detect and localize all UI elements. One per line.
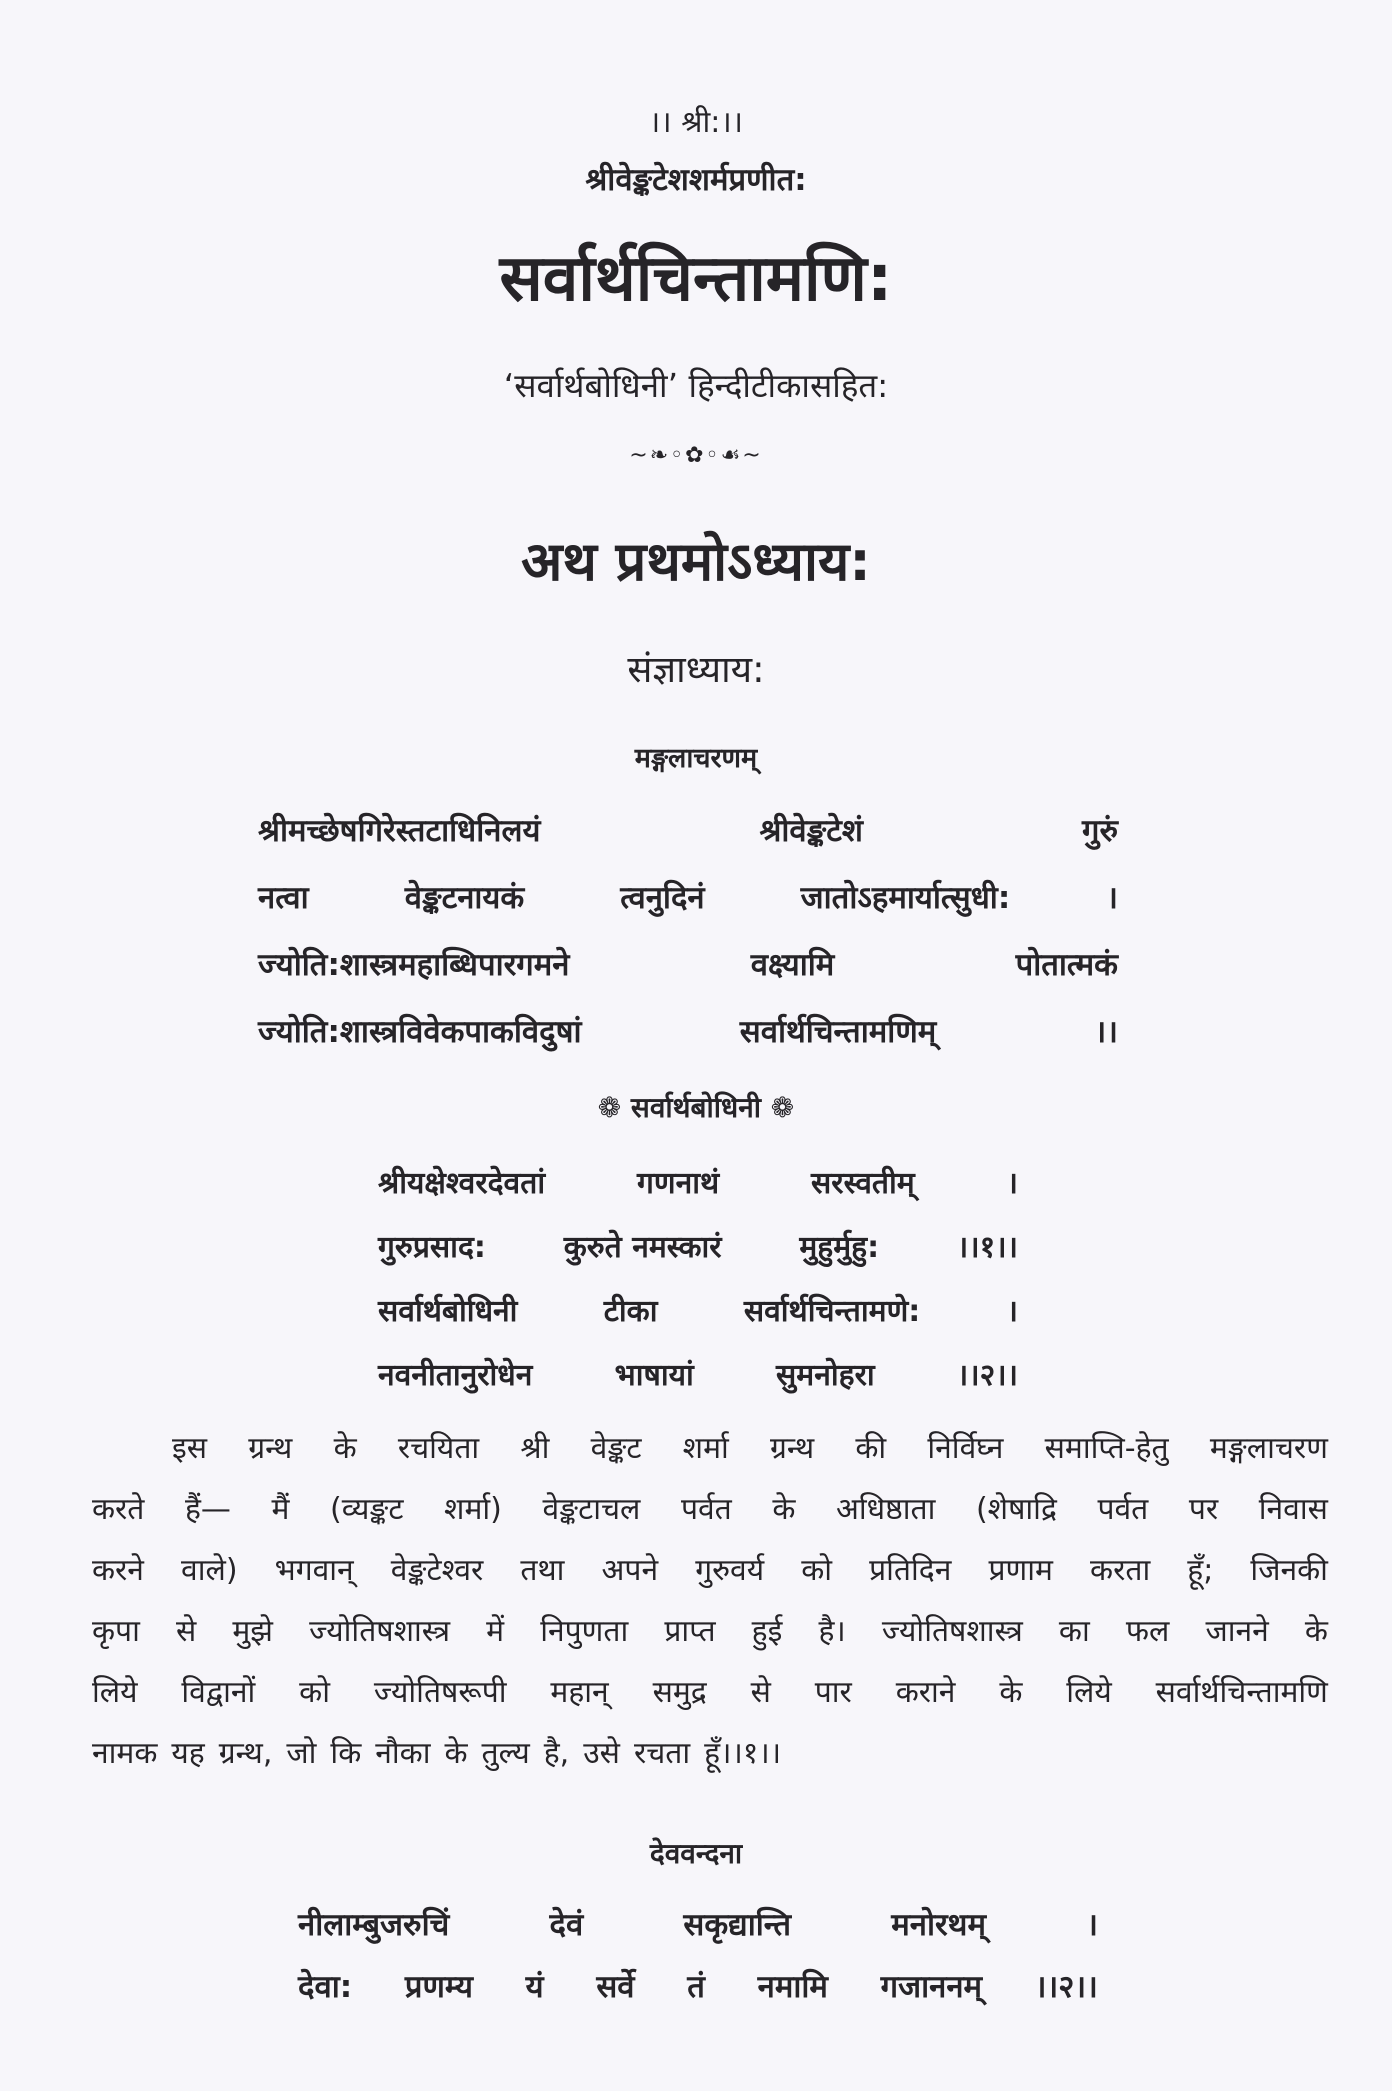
word: श्री [520, 1431, 550, 1466]
text-line [92, 1540, 1328, 1601]
word: करता [1090, 1553, 1151, 1588]
word: प्रतिदिन [869, 1553, 952, 1588]
word: के [999, 1675, 1023, 1710]
word: प्राप्त [664, 1614, 716, 1649]
word: टीका [603, 1294, 658, 1329]
word: महान् [550, 1675, 609, 1710]
text-line [92, 1479, 1328, 1540]
word: । [1006, 1166, 1018, 1201]
word: ज्योतिषशास्त्र [309, 1614, 451, 1649]
word: सर्वार्थचिन्तामणे: [743, 1294, 921, 1329]
text-line [378, 1216, 1018, 1280]
word: । [1106, 880, 1118, 916]
word: सरस्वतीम् [811, 1166, 915, 1201]
word: देवा: [298, 1969, 353, 2005]
word: उसे [583, 1736, 620, 1771]
word: जातोऽहमार्यात्सुधी: [800, 880, 1011, 916]
word: सुमनोहरा [776, 1358, 875, 1393]
word: को [801, 1553, 833, 1588]
word: की [855, 1431, 887, 1466]
word: में [486, 1614, 505, 1649]
word: निर्विघ्न [927, 1431, 1004, 1466]
word: गुरुवर्य [695, 1553, 765, 1588]
word: ग्रन्थ [248, 1431, 293, 1466]
word: देवं [549, 1907, 584, 1943]
word: मुझे [232, 1614, 273, 1649]
word: पर्वत [680, 1492, 732, 1527]
word: वेङ्कटनायकं [404, 880, 525, 916]
word: यं [525, 1969, 544, 2005]
word: से [175, 1614, 197, 1649]
word: हैं— [184, 1492, 231, 1527]
ornament-divider: ~❧◦✿◦☙~ [629, 443, 763, 468]
word: मुहुर्मुहु: [799, 1230, 880, 1265]
word: नमामि [757, 1969, 828, 2005]
word: मनोरथम् [891, 1907, 987, 1943]
text-line [258, 932, 1118, 999]
word: फल [1125, 1614, 1170, 1649]
word: नवनीतानुरोधेन [378, 1358, 533, 1393]
word: ।।२।। [956, 1358, 1018, 1393]
word: अधिष्ठाता [835, 1492, 936, 1527]
word: पोतात्मकं [1015, 947, 1118, 983]
word: वेङ्कटाचल [542, 1492, 641, 1527]
word: सर्वार्थबोधिनी [378, 1294, 518, 1329]
word: कुरुते नमस्कारं [563, 1230, 722, 1265]
word: मैं [271, 1492, 290, 1527]
word: लिये [92, 1675, 138, 1710]
word: वेङ्कटेश्वर [390, 1553, 484, 1588]
text-line [258, 798, 1118, 865]
word: तथा [520, 1553, 565, 1588]
word: ज्योतिषशास्त्र [881, 1614, 1023, 1649]
word: रचता [633, 1736, 691, 1771]
word: गजाननम् [880, 1969, 983, 2005]
word: तुल्य [481, 1736, 530, 1771]
chapter-heading: अथ प्रथमोऽध्याय: [521, 530, 871, 593]
word: त्वनुदिनं [620, 880, 705, 916]
word: सकृद्यान्ति [683, 1907, 791, 1943]
word: से [750, 1675, 771, 1710]
word: श्रीयक्षेश्वरदेवतां [378, 1166, 546, 1201]
word: वक्ष्यामि [750, 947, 835, 983]
text-line [378, 1344, 1018, 1408]
word: नामक [92, 1736, 158, 1771]
word: गुरुप्रसाद: [378, 1230, 486, 1265]
word: रचयिता [397, 1431, 480, 1466]
word: जिनकी [1250, 1553, 1328, 1588]
word: जानने [1205, 1614, 1269, 1649]
word: हुई [751, 1614, 783, 1649]
word: विद्वानों [181, 1675, 256, 1710]
word: (व्यङ्कट [330, 1492, 404, 1527]
word: जो [286, 1736, 317, 1771]
word: तं [687, 1969, 705, 2005]
word: का [1058, 1614, 1090, 1649]
word: हूँ।।१।। [704, 1736, 782, 1771]
word: के [333, 1431, 357, 1466]
word: ग्रन्थ, [218, 1736, 273, 1771]
word: कि [330, 1736, 362, 1771]
word: कृपा [92, 1614, 140, 1649]
text-line [298, 1956, 1098, 2018]
word: वाले) [181, 1553, 238, 1588]
word: नीलाम्बुजरुचिं [298, 1907, 450, 1943]
word: यह [171, 1736, 205, 1771]
word: है। [818, 1614, 846, 1649]
word: ।। [1094, 1014, 1118, 1050]
text-line [92, 1601, 1328, 1662]
verse-mangalacharana [258, 798, 1118, 1066]
text-line [92, 1723, 1328, 1784]
text-line [258, 999, 1118, 1066]
word: ग्रन्थ [770, 1431, 815, 1466]
word: करते [92, 1492, 145, 1527]
word: ज्योति:शास्त्रविवेकपाकविदुषां [258, 1014, 582, 1050]
word: करने [92, 1553, 144, 1588]
word: समाप्ति-हेतु [1044, 1431, 1169, 1466]
word: मङ्गलाचरण [1209, 1431, 1328, 1466]
verse-commentary [378, 1152, 1018, 1408]
word: निपुणता [540, 1614, 629, 1649]
text-line [92, 1418, 1328, 1479]
word: के [444, 1736, 468, 1771]
word: गणनाथं [636, 1166, 720, 1201]
word: निवास [1258, 1492, 1328, 1527]
word: के [1304, 1614, 1328, 1649]
word: हूँ; [1187, 1553, 1214, 1588]
word: लिये [1066, 1675, 1112, 1710]
word: श्रीवेङ्कटेशं [759, 813, 863, 849]
word: भाषायां [614, 1358, 694, 1393]
word: सर्वार्थचिन्तामणि [1155, 1675, 1328, 1710]
word: पर्वत [1097, 1492, 1149, 1527]
commentary-paragraph [92, 1418, 1328, 1784]
word: कराने [895, 1675, 956, 1710]
section-heading-commentary: ❁ सर्वार्थबोधिनी ❁ [597, 1091, 795, 1124]
word: गुरुं [1082, 813, 1118, 849]
word: वेङ्कट [590, 1431, 642, 1466]
text-line [298, 1894, 1098, 1956]
word: ।।२।। [1034, 1969, 1098, 2005]
word: नौका [375, 1736, 431, 1771]
word: समुद्र [652, 1675, 707, 1710]
section-heading-mangalacharanam: मङ्गलाचरणम् [634, 743, 758, 774]
word: श्रीमच्छेषगिरेस्तटाधिनिलयं [258, 813, 541, 849]
word: सर्वे [596, 1969, 635, 2005]
word: को [299, 1675, 330, 1710]
text-line [378, 1280, 1018, 1344]
word: प्रणाम [988, 1553, 1053, 1588]
word: ज्योति:शास्त्रमहाब्धिपारगमने [258, 947, 570, 983]
book-title: सर्वार्थचिन्तामणि: [499, 242, 893, 316]
verse-devavandana [298, 1894, 1098, 2018]
word: । [1006, 1294, 1018, 1329]
word: भगवान् [274, 1553, 354, 1588]
word: पार [814, 1675, 852, 1710]
word: । [1086, 1907, 1098, 1943]
word: सर्वार्थचिन्तामणिम् [739, 1014, 937, 1050]
text-line [258, 865, 1118, 932]
book-subtitle: ‘सर्वार्थबोधिनी’ हिन्दीटीकासहित: [503, 366, 889, 405]
section-heading-devavandana: देववन्दना [649, 1837, 743, 1870]
invocation: ।। श्री:।। [648, 105, 744, 140]
word: प्रणम्य [404, 1969, 473, 2005]
word: है, [543, 1736, 570, 1771]
word: अपने [601, 1553, 659, 1588]
word: पर [1188, 1492, 1219, 1527]
word: शर्मा) [444, 1492, 502, 1527]
author-line: श्रीवेङ्कटेशशर्मप्रणीत: [585, 162, 807, 198]
chapter-subheading: संज्ञाध्याय: [627, 648, 765, 691]
text-line [378, 1152, 1018, 1216]
word: (शेषाद्रि [975, 1492, 1057, 1527]
text-line [92, 1662, 1328, 1723]
word: ।।१।। [956, 1230, 1018, 1265]
word: नत्वा [258, 880, 309, 916]
word: ज्योतिषरूपी [373, 1675, 507, 1710]
word: शर्मा [682, 1431, 729, 1466]
word: इस [172, 1431, 208, 1466]
word: के [772, 1492, 796, 1527]
